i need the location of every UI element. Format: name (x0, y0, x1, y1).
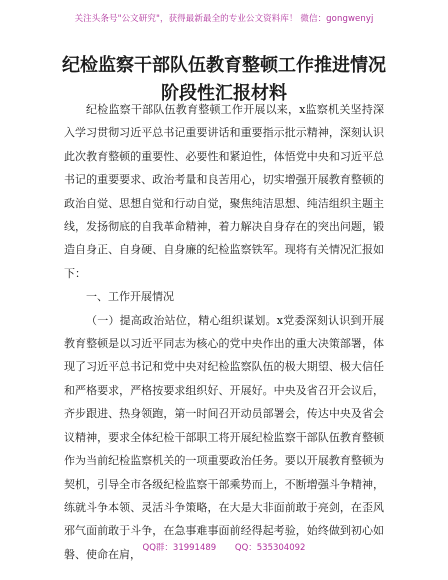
footer-contact (0, 541, 448, 553)
footer-qq-group: QQ群：31991489 (142, 543, 217, 553)
header-promo-text: 关注头条号"公文研究"，获得最新最全的专业公文资料库！ 微信：gongwenyj (74, 14, 374, 24)
section-heading: 一、工作开展情况 (86, 290, 174, 304)
body-paragraph: （一）提高政治站位，精心组织谋划。x党委深刻认识到开展教育整顿是以习近平同志为核心的党中央作出的重大决策部署，体现了习近平总书记和党中央对纪检监察队伍的极大期望、极大信任和严格要求，严格按要求组织好、开展好。中央及省召开会议后，齐步跟进、热身领跑，第一时间召开动员部署会，传达中央及省会议精神，要求全体纪检干部职工将开展纪检监察干部队伍教育整顿作为当前纪检监察机关的一项重要政治任务。要以开展教育整顿为契机，引导全市各级纪检监察干部乘势而上，不断增强斗争精神，练就斗争本领、灵活斗争策略，在大是大非面前敢于亮剑，在歪风邪气面前敢于斗争，在急事难事面前经得起考验，始终做到初心如磐、使命在肩， (64, 313, 384, 561)
document-body (64, 98, 384, 566)
footer-qq-number: QQ：535304092 (234, 543, 306, 553)
intro-paragraph: 纪检监察干部队伍教育整顿工作开展以来，x监察机关坚持深入学习贯彻习近平总书记重要讲话和重要指示批示精神，深刻认识此次教育整顿的重要性、必要性和紧迫性，体悟党中央和习近平总书记的重要要求、政治考量和良苦用心，切实增强开展教育整顿的政治自觉、思想自觉和行动自觉，聚焦纯洁思想、纯洁组织主题主线，发扬彻底的自我革命精神，着力解决自身存在的突出问题，锻造自身正、自身硬、自身廉的纪检监察铁军。现将有关情况汇报如下： (64, 103, 384, 280)
document-title: 纪检监察干部队伍教育整顿工作推进情况阶段性汇报材料 (62, 55, 386, 104)
